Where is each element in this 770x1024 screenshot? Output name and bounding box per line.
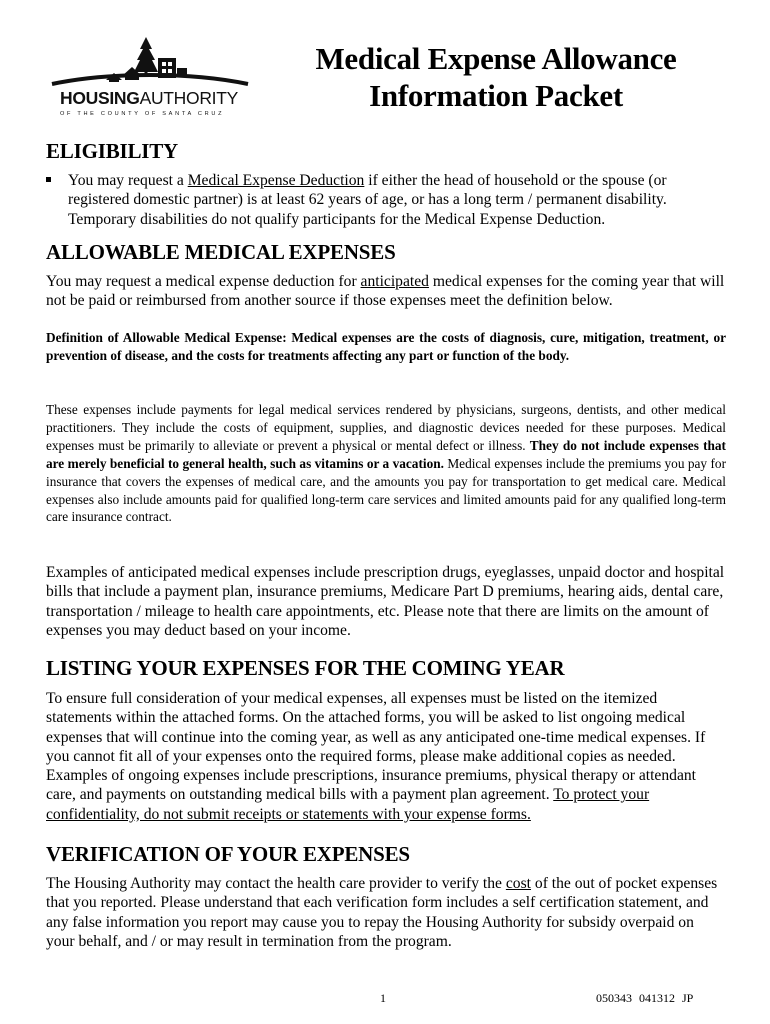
eligibility-heading: ELIGIBILITY [46, 139, 179, 163]
logo-wordmark: HOUSINGAUTHORITY [60, 88, 238, 108]
eligibility-list [46, 171, 726, 229]
page-number: 1 [380, 991, 386, 1005]
confidentiality-notice: To protect your confidentiality, do not submit receipts or statements with your expense forms. [46, 786, 650, 823]
definition-paragraph: Definition of Allowable Medical Expense: Medical expenses are the costs of diagnosis, cure, mitigation, treatment, or prevention of disease, and the costs for treatments affecting any part or function of the body. [46, 330, 726, 363]
listing-paragraph: To ensure full consideration of your medical expenses, all expenses must be listed on the itemized statements within the attached forms. On the attached forms, you will be asked to list ongoing medical expenses that will continue into the coming year, as well as any anticipated one-time medical expenses. If you cannot fit all of your expenses onto the required forms, please make additional copies as needed. Examples of ongoing expenses include prescriptions, insurance premiums, physical therapy or attendant care, and payments on outstanding medical bills with a payment plan agreement. To protect your confidentiality, do not submit receipts or statements with your expense forms. [46, 690, 706, 823]
eligibility-bullet: You may request a Medical Expense Deduction if either the head of household or the spouse (or registered domestic partner) is at least 62 years of age, or has a long term / permanent disability. Temporary disabilities do not qualify participants for the Medical Expense Deduction. [46, 171, 726, 229]
logo-subtitle: OF THE COUNTY OF SANTA CRUZ [60, 111, 225, 117]
square-bullet-icon [46, 177, 51, 182]
examples-paragraph: Examples of anticipated medical expenses include prescription drugs, eyeglasses, unpaid doctor and hospital bills that include a payment plan, insurance premiums, Medicare Part D premiums, hearing aids, dental care, transportation / mileage to health care appointments, etc. Please note that there are limits on the amount of expenses you may deduct based on your income. [46, 564, 725, 639]
allowable-intro-paragraph: You may request a medical expense deduction for anticipated medical expenses for the coming year that will not be paid or reimbursed from another source if those expenses meet the definition below. [46, 273, 725, 310]
allowable-expenses-heading: ALLOWABLE MEDICAL EXPENSES [46, 240, 396, 264]
page-title-line-2: Information Packet [369, 78, 623, 113]
page-title-line-1: Medical Expense Allowance [315, 41, 677, 76]
verification-paragraph: The Housing Authority may contact the health care provider to verify the cost of the out of pocket expenses that you reported. Please understand that each verification form includes a self certification statement, and any false information you report may cause you to repay the Housing Authority for subsidy overpaid on your behalf, and / or may result in termination from the program. [46, 875, 718, 950]
medical-expense-deduction-term: Medical Expense Deduction [187, 172, 365, 189]
page-header [0, 0, 770, 140]
document-code: 050343 041312 JP [596, 991, 694, 1005]
housing-authority-logo [50, 34, 250, 126]
included-expenses-paragraph: These expenses include payments for legal medical services rendered by physicians, surgeons, dentists, and other medical practitioners. They include the costs of equipment, supplies, and diagnostic devices needed for these purposes. Medical expenses must be primarily to alleviate or prevent a physical or mental defect or illness. They do not include expenses that are merely beneficial to general health, such as vitamins or a vacation. Medical expenses include the premiums you pay for insurance that covers the expenses of medical care, and the amounts you pay for transportation to get medical care. Medical expenses also include amounts paid for qualified long-term care services and limited amounts paid for any qualified long-term care insurance contract. [46, 402, 726, 525]
house-and-tree-icon [50, 34, 250, 94]
listing-heading: LISTING YOUR EXPENSES FOR THE COMING YEAR [46, 656, 565, 680]
verification-heading: VERIFICATION OF YOUR EXPENSES [46, 842, 410, 866]
page-title [286, 40, 706, 114]
